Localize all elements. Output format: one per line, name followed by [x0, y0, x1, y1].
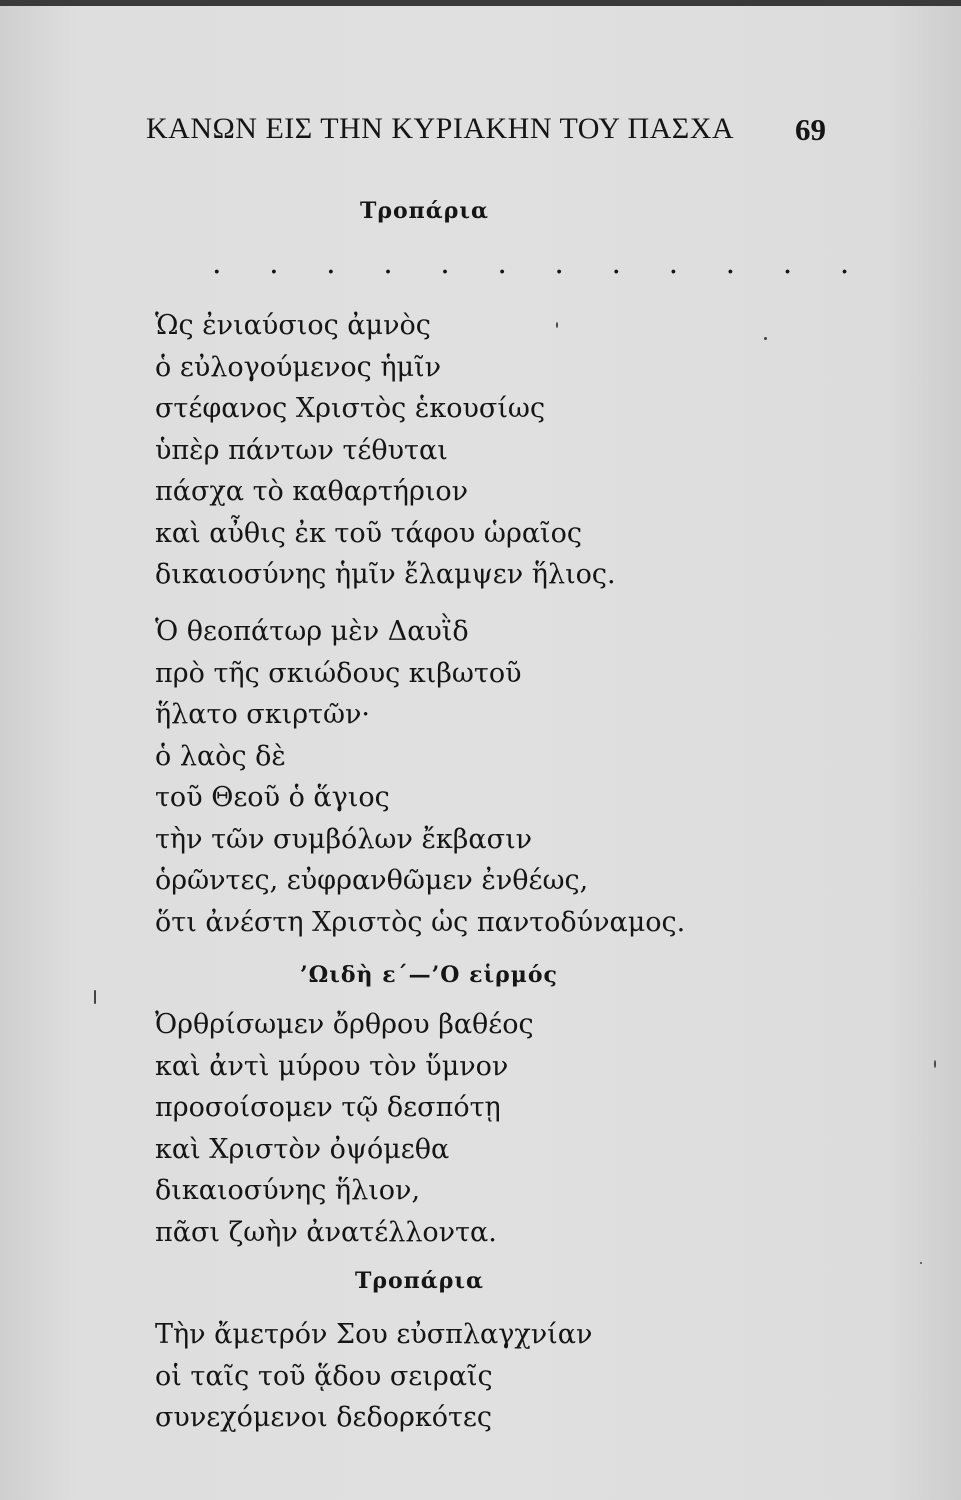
verse-line: τὴν τῶν συμβόλων ἔκβασιν — [155, 823, 533, 855]
section-heading-ode: ’Ωιδὴ ε΄—’Ο εἱρμός — [300, 962, 558, 988]
verse-line: ὑπὲρ πάντων τέθυται — [155, 434, 448, 466]
verse-line: Ὀρθρίσωμεν ὄρθρου βαθέος — [155, 1009, 534, 1040]
verse-line: πρὸ τῆς σκιώδους κιβωτοῦ — [155, 657, 522, 689]
verse-line: ὁ εὐλογούμενος ἡμῖν — [155, 351, 442, 383]
verse-line: καὶ Χριστὸν ὀψόμεθα — [155, 1133, 450, 1165]
running-header — [146, 112, 826, 156]
verse-line: συνεχόμενοι δεδορκότες — [155, 1402, 493, 1433]
verse-line: Ὡς ἐνιαύσιος ἀμνὸς — [155, 310, 431, 341]
verse-line: Ὁ θεοπάτωρ μὲν Δαυῒδ — [155, 616, 469, 647]
paper-speck — [764, 337, 767, 340]
verse-line: Τὴν ἄμετρόν Σου εὐσπλαγχνίαν — [155, 1319, 593, 1350]
verse-line: τοῦ Θεοῦ ὁ ἅγιος — [155, 782, 390, 813]
verse-line: καὶ ἀντὶ μύρου τὸν ὕμνον — [155, 1050, 509, 1082]
stanza-2 — [155, 611, 685, 943]
verse-line: ὅτι ἀνέστη Χριστὸς ὡς παντοδύναμος. — [155, 906, 686, 938]
verse-line: πάσχα τὸ καθαρτήριον — [155, 476, 469, 507]
stanza-1 — [155, 305, 616, 596]
verse-line: καὶ αὖθις ἐκ τοῦ τάφου ὡραῖος — [155, 517, 583, 549]
section-heading-troparia: Τροπάρια — [360, 198, 489, 224]
page-number: 69 — [795, 112, 826, 147]
verse-line: δικαιοσύνης ἡμῖν ἔλαμψεν ἥλιος. — [155, 559, 616, 590]
paper-speck — [556, 322, 558, 328]
running-title: ΚΑΝΩΝ ΕΙΣ ΤΗΝ ΚΥΡΙΑΚΗΝ ΤΟΥ ΠΑΣΧΑ — [146, 112, 735, 145]
stanza-3 — [155, 1004, 534, 1253]
paper-speck — [94, 990, 96, 1004]
verse-line: ὁ λαὸς δὲ — [155, 740, 286, 772]
verse-line: ὁρῶντες, εὐφρανθῶμεν ἐνθέως, — [155, 865, 589, 896]
verse-line: πᾶσι ζωὴν ἀνατέλλοντα. — [155, 1216, 497, 1248]
omission-dots: . . . . . . . . . . . . — [212, 246, 869, 281]
paper-speck — [920, 1262, 922, 1264]
verse-line: προσοίσομεν τῷ δεσπότῃ — [155, 1092, 501, 1123]
verse-line: οἱ ταῖς τοῦ ᾅδου σειραῖς — [155, 1360, 493, 1392]
verse-line: στέφανος Χριστὸς ἑκουσίως — [155, 393, 546, 424]
paper-speck — [934, 1060, 936, 1068]
stanza-4 — [155, 1314, 592, 1439]
verse-line: ἥλατο σκιρτῶν· — [155, 699, 371, 730]
section-heading-troparia: Τροπάρια — [355, 1268, 484, 1294]
page-top-edge — [0, 0, 961, 6]
verse-line: δικαιοσύνης ἥλιον, — [155, 1175, 421, 1206]
